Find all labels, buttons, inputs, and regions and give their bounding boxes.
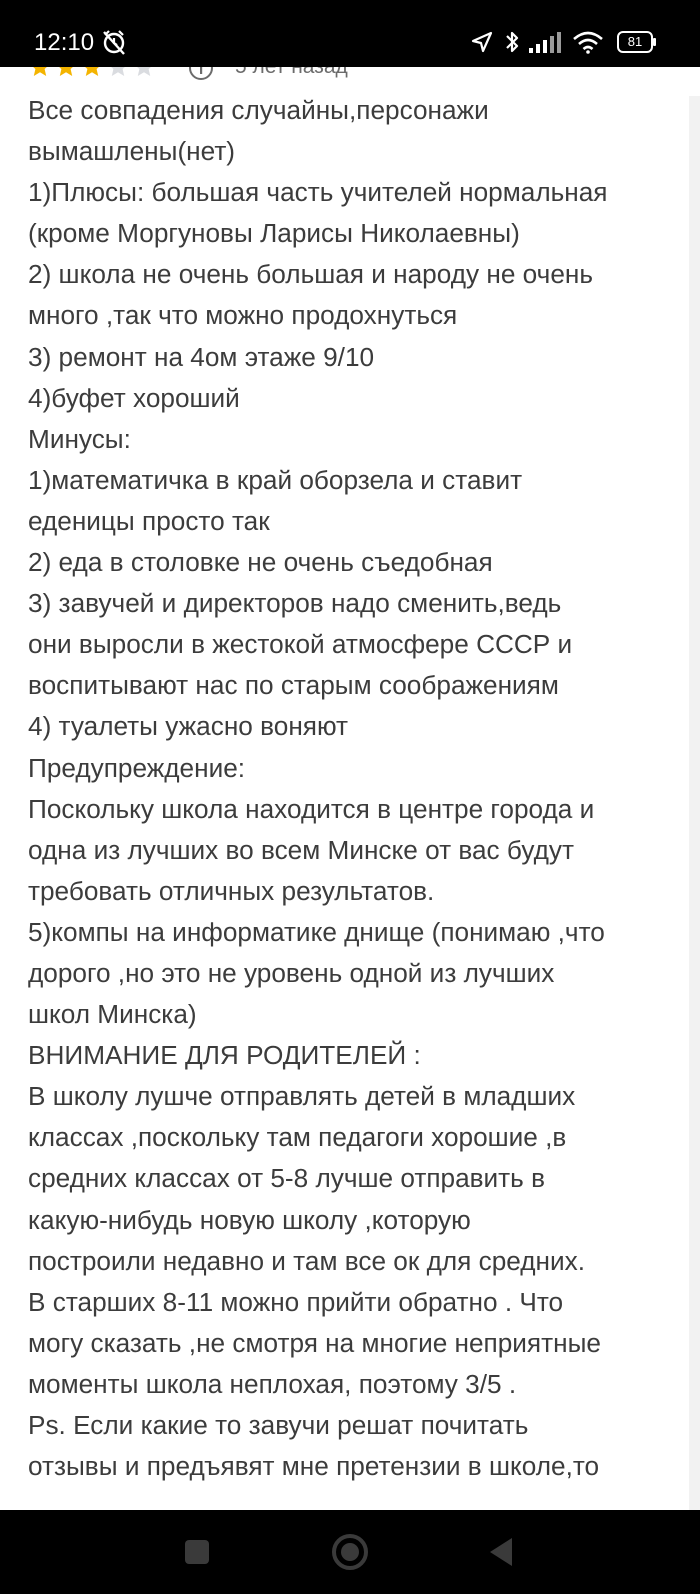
- review-line: Поскольку школа находится в центре города и: [28, 793, 595, 824]
- review-line: 2) еда в столовке не очень съедобная: [28, 547, 493, 578]
- review-line: построили недавно и там все ок для средних.: [28, 1245, 585, 1276]
- review-card: [0, 67, 700, 1510]
- scrollbar-track[interactable]: [689, 96, 700, 1510]
- review-line: моменты школа неплохая, поэтому 3/5 .: [28, 1368, 517, 1399]
- review-line: школ Минска): [28, 999, 197, 1030]
- wifi-icon: [572, 30, 604, 54]
- review-line: 3) ремонт на 4ом этаже 9/10: [28, 341, 375, 372]
- navigation-bar: [0, 1510, 700, 1594]
- home-circle-icon[interactable]: [326, 1528, 374, 1576]
- review-line: отзывы и предъявят мне претензии в школе,то: [28, 1451, 600, 1482]
- review-line: требовать отличных результатов.: [28, 875, 435, 906]
- review-line: много ,так что можно продохнуться: [28, 300, 458, 331]
- review-line: еденицы просто так: [28, 505, 270, 536]
- review-line: ВНИМАНИЕ ДЛЯ РОДИТЕЛЕЙ :: [28, 1040, 421, 1071]
- bluetooth-icon: [502, 29, 522, 55]
- review-line: воспитывают нас по старым соображениям: [28, 670, 559, 701]
- review-line: вымашлены(нет): [28, 136, 236, 167]
- review-line: средних классах от 5-8 лучше отправить в: [28, 1163, 546, 1194]
- status-bar: [0, 0, 700, 67]
- recents-square-icon[interactable]: [173, 1528, 221, 1576]
- review-line: 1)Плюсы: большая часть учителей нормальная: [28, 177, 608, 208]
- battery-icon: [617, 31, 657, 53]
- review-line: Ps. Если какие то завучи решат почитать: [28, 1410, 529, 1440]
- review-line: 1)математичка в край оборзела и ставит: [28, 464, 523, 495]
- review-line: Все совпадения случайны,персонажи: [28, 95, 489, 125]
- alarm-off-icon: [99, 27, 129, 57]
- status-time: 12:10: [34, 29, 95, 56]
- location-arrow-icon: [470, 30, 494, 54]
- review-line: В школу лушче отправлять детей в младших: [28, 1081, 576, 1112]
- back-triangle-icon[interactable]: [478, 1528, 526, 1576]
- cellular-signal-icon: [528, 32, 562, 54]
- review-line: 5)компы на информатике днище (понимаю ,что: [28, 916, 605, 947]
- battery-level: 81: [627, 34, 643, 49]
- review-line: 4) туалеты ужасно воняют: [28, 711, 349, 742]
- review-line: В старших 8-11 можно прийти обратно . Что: [28, 1286, 564, 1317]
- review-line: одна из лучших во всем Минске от вас будут: [28, 834, 574, 865]
- review-line: 4)буфет хороший: [28, 382, 240, 413]
- review-line: дорого ,но это не уровень одной из лучших: [28, 957, 555, 988]
- review-line: 2) школа не очень большая и народу не очень: [28, 259, 593, 290]
- review-line: могу сказать ,не смотря на многие неприятные: [28, 1327, 601, 1358]
- review-line: (кроме Моргуновы Ларисы Николаевны): [28, 218, 520, 249]
- review-line: 3) завучей и директоров надо сменить,ведь: [28, 588, 562, 619]
- review-text: [28, 90, 688, 1487]
- review-line: Предупреждение:: [28, 752, 246, 783]
- review-line: какую-нибудь новую школу ,которую: [28, 1204, 471, 1235]
- review-line: Минусы:: [28, 423, 131, 454]
- review-line: они выросли в жестокой атмосфере СССР и: [28, 629, 573, 660]
- review-line: классах ,поскольку там педагоги хорошие ,в: [28, 1122, 567, 1153]
